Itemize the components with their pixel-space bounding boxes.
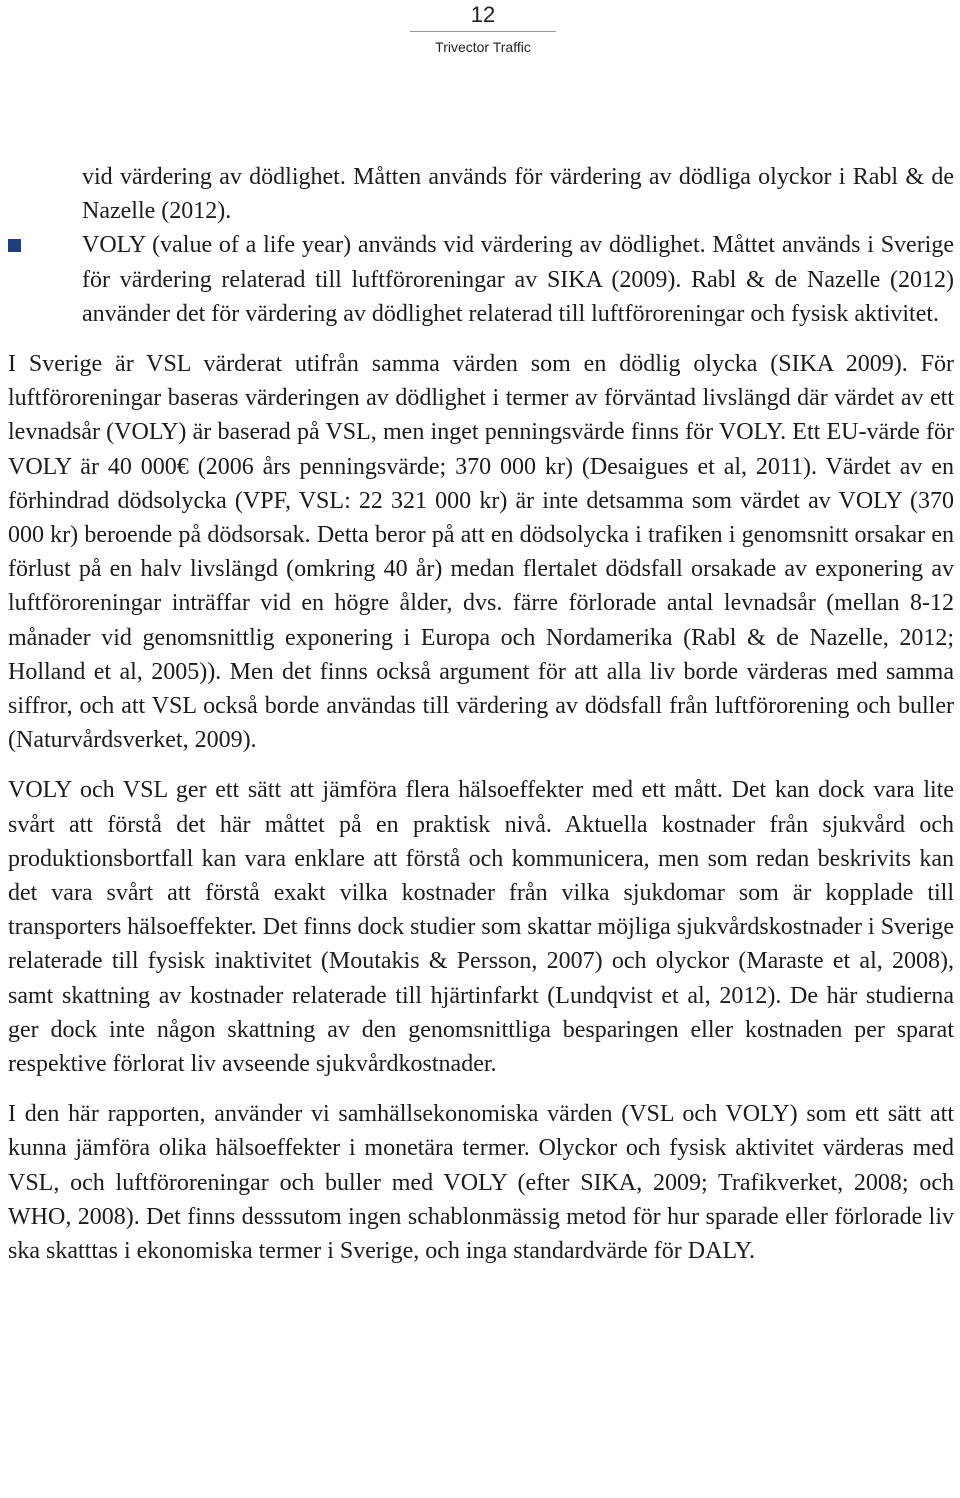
document-body <box>8 160 954 1268</box>
company-name: Trivector Traffic <box>435 39 531 55</box>
paragraph-1: I Sverige är VSL värderat utifrån samma värden som en dödlig olycka (SIKA 2009). För luftföroreningar baseras värderingen av dödlighet i termer av förväntad livslängd där värdet av ett levnadsår (VOLY) är baserad på VSL, men inget penningsvärde finns för VOLY. Ett EU-värde för VOLY är 40 000€ (2006 års penningsvärde; 370 000 kr) (Desaigues et al, 2011). Värdet av en förhindrad dödsolycka (VPF, VSL: 22 321 000 kr) är inte detsamma som värdet av VOLY (370 000 kr) beroende på dödsorsak. Detta beror på att en dödsolycka i trafiken i genomsnitt orsakar en förlust på en halv livslängd (omkring 40 år) medan flertalet dödsfall orsakade av exponering av luftföroreningar inträffar vid en högre ålder, dvs. färre förlorade antal levnadsår (mellan 8-12 månader vid genomsnittlig exponering i Europa och Nordamerika (Rabl & de Nazelle, 2012; Holland et al, 2005)). Men det finns också argument för att alla liv borde värderas med samma siffror, och att VSL också borde användas till värdering av dödsfall från luftförorening och buller (Naturvårdsverket, 2009). <box>8 351 954 754</box>
bullet-continuation: vid värdering av dödlighet. Måtten används för värdering av dödliga olyckor i Rabl & de Nazelle (2012). <box>82 164 954 225</box>
page-number: 12 <box>470 2 496 27</box>
header-rule <box>410 31 556 32</box>
paragraph-3: I den här rapporten, använder vi samhällsekonomiska värden (VSL och VOLY) som ett sätt att kunna jämföra olika hälsoeffekter i monetära termer. Olyckor och fysisk aktivitet värderas med VSL, och luftföroreningar och buller med VOLY (efter SIKA, 2009; Trafikverket, 2008; och WHO, 2008). Det finns desssutom ingen schablonmässig metod för hur sparade eller förlorade liv ska skatttas i ekonomiska termer i Sverige, och inga standardvärde för DALY. <box>8 1101 954 1265</box>
bullet-text: VOLY (value of a life year) används vid värdering av dödlighet. Måttet används i Sverige för värdering relaterad till luftföroreningar av SIKA (2009). Rabl & de Nazelle (2012) använder det för värdering av dödlighet relaterad till luftföroreningar och fysisk aktivitet. <box>82 232 954 327</box>
square-bullet-icon <box>8 239 21 252</box>
bullet-item-voly <box>8 228 954 331</box>
page-header <box>410 0 556 62</box>
paragraph-2: VOLY och VSL ger ett sätt att jämföra flera hälsoeffekter med ett mått. Det kan dock vara lite svårt att förstå det här måttet på en praktisk nivå. Aktuella kostnader från sjukvård och produktionsbortfall kan vara enklare att förstå och kommunicera, men som redan beskrivits kan det vara svårt att förstå exakt vilka kostnader från vilka sjukdomar som är kopplade till transporters hälsoeffekter. Det finns dock studier som skattar möjliga sjukvårdskostnader i Sverige relaterade till fysisk inaktivitet (Moutakis & Persson, 2007) och olyckor (Maraste et al, 2008), samt skattning av kostnader relaterade till hjärtinfarkt (Lundqvist et al, 2012). De här studierna ger dock inte någon skattning av den genomsnittliga besparingen eller kostnaden per sparat respektive förlorat liv avseende sjukvårdkostnader. <box>8 777 955 1078</box>
